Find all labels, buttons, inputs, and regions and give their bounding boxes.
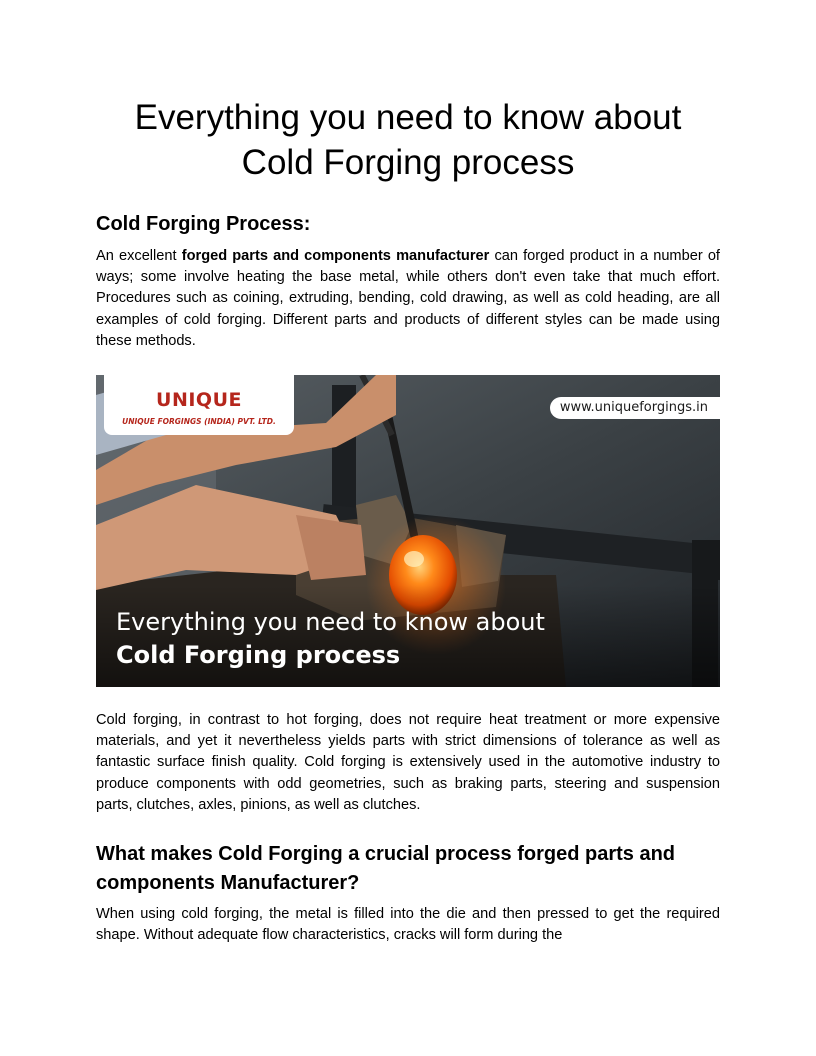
website-url-tag: www.uniqueforgings.in bbox=[550, 397, 720, 419]
section-heading-cold-forging-process: Cold Forging Process: bbox=[96, 213, 311, 235]
company-logo bbox=[104, 375, 294, 435]
logo-company-name: UNIQUE FORGINGS (INDIA) PVT. LTD. bbox=[122, 417, 276, 426]
intro-bold-phrase: forged parts and components manufacturer bbox=[181, 248, 490, 264]
intro-text-start: An excellent bbox=[96, 248, 182, 264]
page-title: Everything you need to know about Cold Forging process bbox=[134, 98, 682, 182]
hero-caption-line1: Everything you need to know about bbox=[116, 608, 545, 636]
cold-vs-hot-forging-paragraph: Cold forging, in contrast to hot forging, does not require heat treatment or more expensive materials, and yet it nevertheless yields parts with strict dimensions of tolerance as well as fantastic surface finish quality. Cold forging is extensively used in the automotive industry to produce components with odd geometries, such as braking parts, steering and suspension parts, clutches, axles, pinions, as well as clutches. bbox=[96, 712, 720, 813]
intro-paragraph bbox=[96, 246, 720, 352]
die-filling-paragraph: When using cold forging, the metal is filled into the die and then pressed to get the required shape. Without adequate flow characteristics, cracks will form during the bbox=[96, 906, 720, 944]
logo-wordmark: UNIQUE bbox=[156, 389, 242, 411]
section-heading-why-cold-forging: What makes Cold Forging a crucial process forged parts and components Manufacturer? bbox=[96, 843, 676, 894]
intro-text-end: can forged product in a number of ways; some involve heating the base metal, while others don't even take that much effort. Procedures such as coining, extruding, bending, cold drawing, as well as cold heading, are all examples of cold forging. Different parts and products of different styles can be made using these methods. bbox=[96, 248, 720, 349]
hero-image bbox=[96, 375, 720, 687]
hero-caption-line2: Cold Forging process bbox=[116, 641, 401, 669]
